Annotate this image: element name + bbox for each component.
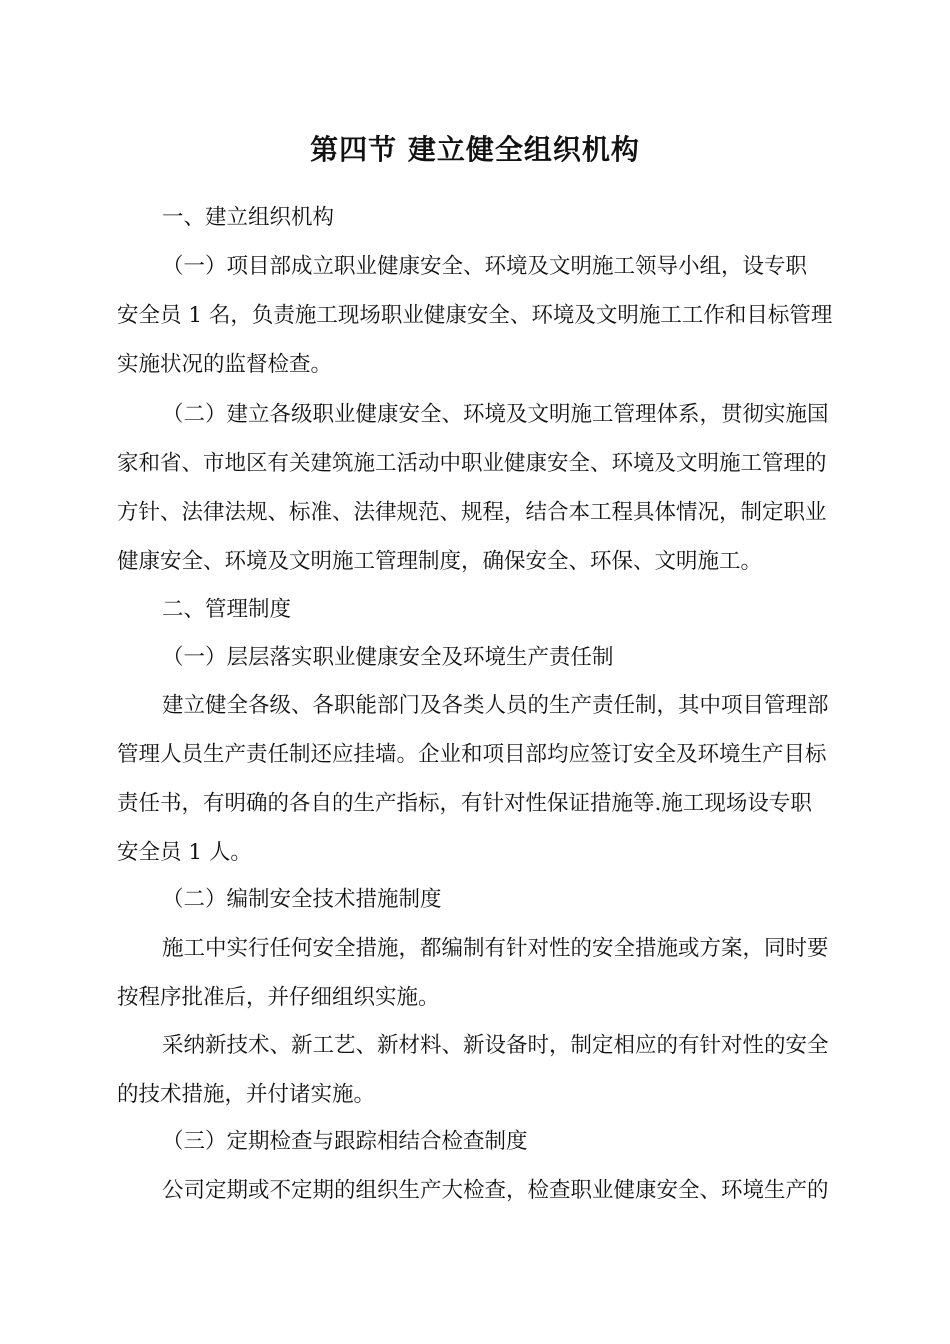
paragraph-line: （一）项目部成立职业健康安全、环境及文明施工领导小组，设专职 <box>162 254 808 279</box>
paragraph-line: 公司定期或不定期的组织生产大检查，检查职业健康安全、环境生产的 <box>162 1178 829 1203</box>
paragraph-line: 方针、法律法规、标准、法律规范、规程，结合本工程具体情况，制定职业 <box>117 500 827 525</box>
heading-establish-organization: 一、建立组织机构 <box>162 205 335 230</box>
subheading-safety-measures: （二）编制安全技术措施制度 <box>162 887 442 912</box>
subheading-responsibility: （一）层层落实职业健康安全及环境生产责任制 <box>162 645 614 670</box>
paragraph-line: 按程序批准后，并仔细组织实施。 <box>117 985 440 1010</box>
paragraph-line: 安全员 1 人。 <box>117 840 252 865</box>
paragraph-line: 健康安全、环境及文明施工管理制度，确保安全、环保、文明施工。 <box>117 549 763 574</box>
paragraph-line: 家和省、市地区有关建筑施工活动中职业健康安全、环境及文明施工管理的 <box>117 451 827 476</box>
paragraph-line: 的技术措施，并付诸实施。 <box>117 1082 376 1107</box>
paragraph-line: 责任书，有明确的各自的生产指标，有针对性保证措施等.施工现场设专职 <box>117 791 812 816</box>
paragraph-line: 管理人员生产责任制还应挂墙。企业和项目部均应签订安全及环境生产目标 <box>117 742 827 767</box>
heading-management-system: 二、管理制度 <box>162 597 292 622</box>
paragraph-line: 安全员 1 名，负责施工现场职业健康安全、环境及文明施工工作和目标管理 <box>117 303 833 328</box>
paragraph-line: 施工中实行任何安全措施，都编制有针对性的安全措施或方案，同时要 <box>162 936 829 961</box>
paragraph-line: 采纳新技术、新工艺、新材料、新设备时，制定相应的有针对性的安全 <box>162 1033 829 1058</box>
section-title: 第四节 建立健全组织机构 <box>310 133 640 166</box>
paragraph-line: （二）建立各级职业健康安全、环境及文明施工管理体系，贯彻实施国 <box>162 402 829 427</box>
subheading-inspection-system: （三）定期检查与跟踪相结合检查制度 <box>162 1129 528 1154</box>
paragraph-line: 建立健全各级、各职能部门及各类人员的生产责任制，其中项目管理部 <box>162 693 829 718</box>
paragraph-line: 实施状况的监督检查。 <box>117 352 333 377</box>
